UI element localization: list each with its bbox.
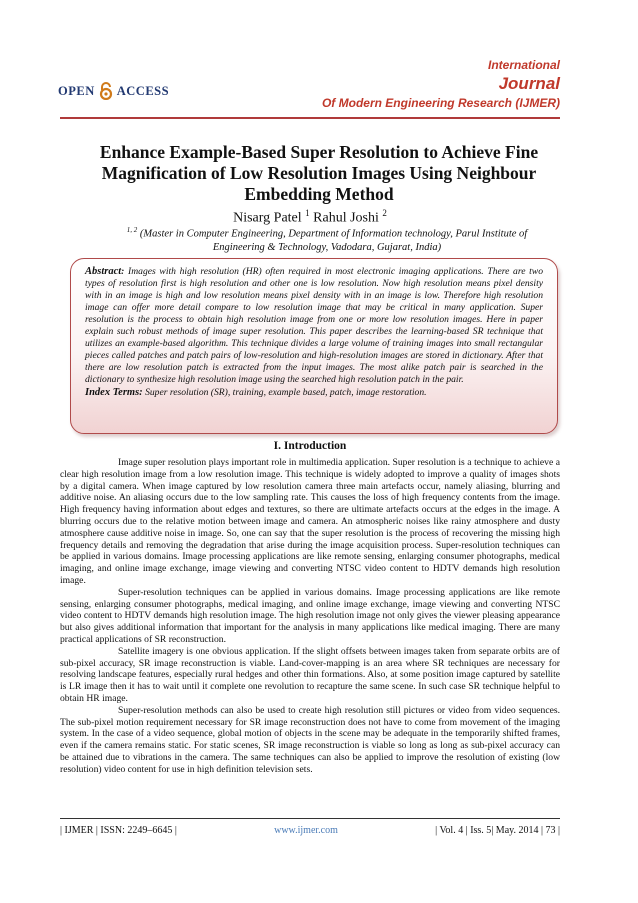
journal-line-2: Journal bbox=[498, 74, 560, 93]
paragraph: Super-resolution methods can also be used to create high resolution still pictures or video from video sequences. The sub-pixel motion requirement necessary for SR image reconstruction does not have to come from movement of the imaging system. In the case of a video sequence, global motion of objects in the scene may be adequate in the temporarily shifted frames, even if the camera remains static. For static scenes, SR image reconstruction is viable so long as long as sub-pixel accuracy can be attained due to vibrations in the camera. The same techniques can also be applied to improve the resolution of existing (low resolution) video content for use in high definition television sets. bbox=[60, 704, 560, 775]
footer-volume: | Vol. 4 | Iss. 5| May. 2014 | 73 | bbox=[435, 825, 560, 836]
section-heading: I. Introduction bbox=[273, 440, 347, 452]
introduction-body bbox=[60, 457, 560, 776]
footer-url-link[interactable]: www.ijmer.com bbox=[274, 825, 338, 836]
footer-divider bbox=[60, 818, 560, 819]
index-terms-text: Super resolution (SR), training, example based, patch, image restoration. bbox=[145, 387, 427, 398]
paragraph: Satellite imagery is one obvious application. If the slight offsets between images taken from separate orbits are of sub-pixel accuracy, SR image reconstruction is viable. Land-cover-mapping is an area where SR techniques are necessary for resolving landscape features, especially rural hedges and other thin formations. Also, at some position image captured by satellite is LR image then it has to wait until it complete one revolution to recapture the same scene. In such case SR technique helpful to obtain HR image. bbox=[60, 645, 560, 704]
journal-name bbox=[322, 57, 560, 111]
affiliation-text: (Master in Computer Engineering, Department of Information technology, Parul Institute of Engineering & Technology, Vadodara, Gujarat, India) bbox=[139, 228, 528, 253]
footer-issn: | IJMER | ISSN: 2249–6645 | bbox=[60, 825, 177, 836]
abstract-text: Images with high resolution (HR) often required in most electronic imaging applications. There are two types of resolution first is high resolution and other one is low resolution. Now high resolution means pixel density with in an image is high and low resolution means pixel density with in an image is low. Therefore high resolution image can offer more detail compare to low resolution image that may be critical in many application. Super resolution is the process to obtain high resolution image from one or more low resolution images. Here in paper explain such robust methods of image super resolution. This paper describes the learning-based SR technique that utilizes an example-based algorithm. This technique divides a large volume of training images into small rectangular pieces called patches and patch pairs of low-resolution and high-resolution images are stored in dictionary. After that there are low resolution patch is extracted from the input images. The most alike patch pair is searched in the dictionary to synthesize high resolution image using the searched high resolution patch in the pair. bbox=[85, 266, 544, 385]
abstract-label: Abstract bbox=[85, 266, 122, 277]
abstract-box: Abstract: Images with high resolution (HR) often required in most electronic imaging applications. There are two types of resolution first is high resolution and other one is low resolution. Now high resolution means pixel density with in an image is high and low resolution means pixel density with in an image is low. Therefore high resolution image can offer more detail compare to low resolution image that may be critical in many application. Super resolution is the process to obtain high resolution image from one or more low resolution images. Here in paper explain such robust methods of image super resolution. This paper describes the learning-based SR technique that utilizes an example-based algorithm. This technique divides a large volume of training images into small rectangular pieces called patches and patch pairs of low-resolution and high-resolution images are stored in dictionary. After that there are low resolution patch is extracted from the input images. The most alike patch pair is searched in the dictionary to synthesize high resolution image using the searched high resolution patch in the pair. Index Terms: Super resolution (SR), training, example based, patch, image restoration. bbox=[70, 258, 558, 434]
index-terms-label: Index Terms: bbox=[85, 387, 143, 398]
affiliation-sup: 1, 2 bbox=[126, 226, 138, 234]
journal-line-3: Of Modern Engineering Research (IJMER) bbox=[321, 96, 560, 110]
affiliation bbox=[112, 224, 542, 254]
author-2-sup: 2 bbox=[382, 208, 387, 218]
open-access-logo bbox=[58, 82, 169, 100]
page-footer bbox=[60, 825, 560, 836]
paragraph: Super-resolution techniques can be applied in various domains. Image processing applications are like remote sensing, enlarging consumer photographs, medical imaging, and online image exchange, image viewing and converting NTSC video content to HDTV demands high resolution image. The high resolution image not only gives the viewer pleasing appearance but also gives additional information that important for the analysis in many applications like medical imaging. There are many practical applications of SR reconstruction. bbox=[60, 586, 560, 645]
header-divider bbox=[60, 117, 560, 119]
open-lock-icon bbox=[99, 82, 113, 100]
open-access-left: OPEN bbox=[58, 83, 95, 98]
paragraph: Image super resolution plays important role in multimedia application. Super resolution is a technique to achieve a clear high resolution image from a low resolution image. This technique is widely adopted to improve a quality of images shots by a digital camera. When image captured by low resolution camera three main artefacts occur, namely aliasing, blurring and additive noise. An aliasing occurs due to the low sampling rate. This causes the loss of high frequency contents from the image. High frequency having information about edges and textures, so there are ultimate artefacts occurs at the edges in the image. A blurring occurs due to the relative motion between image and camera. An atmospheric noises like rainy atmosphere and dusty atmosphere cause additive noise in image. So, one can say that the super resolution is the process of recovering the missing high frequency details and removing the degradation that arise during the image acquisition process. Super-resolution techniques can be applied in various domains. Image processing applications are like remote sensing, enlarging consumer photographs, medical imaging, and online image exchange, image viewing and converting NTSC video content to HDTV demands high resolution image. bbox=[60, 457, 560, 586]
author-1: Nisarg Patel bbox=[233, 210, 302, 226]
journal-line-1: International bbox=[487, 58, 560, 72]
paper-title: Enhance Example-Based Super Resolution to Achieve Fine Magnification of Low Resolution Images Using Neighbour Embedding Method bbox=[99, 142, 539, 204]
open-access-right: ACCESS bbox=[116, 83, 170, 98]
author-2: Rahul Joshi bbox=[313, 210, 379, 226]
author-1-sup: 1 bbox=[305, 208, 310, 218]
